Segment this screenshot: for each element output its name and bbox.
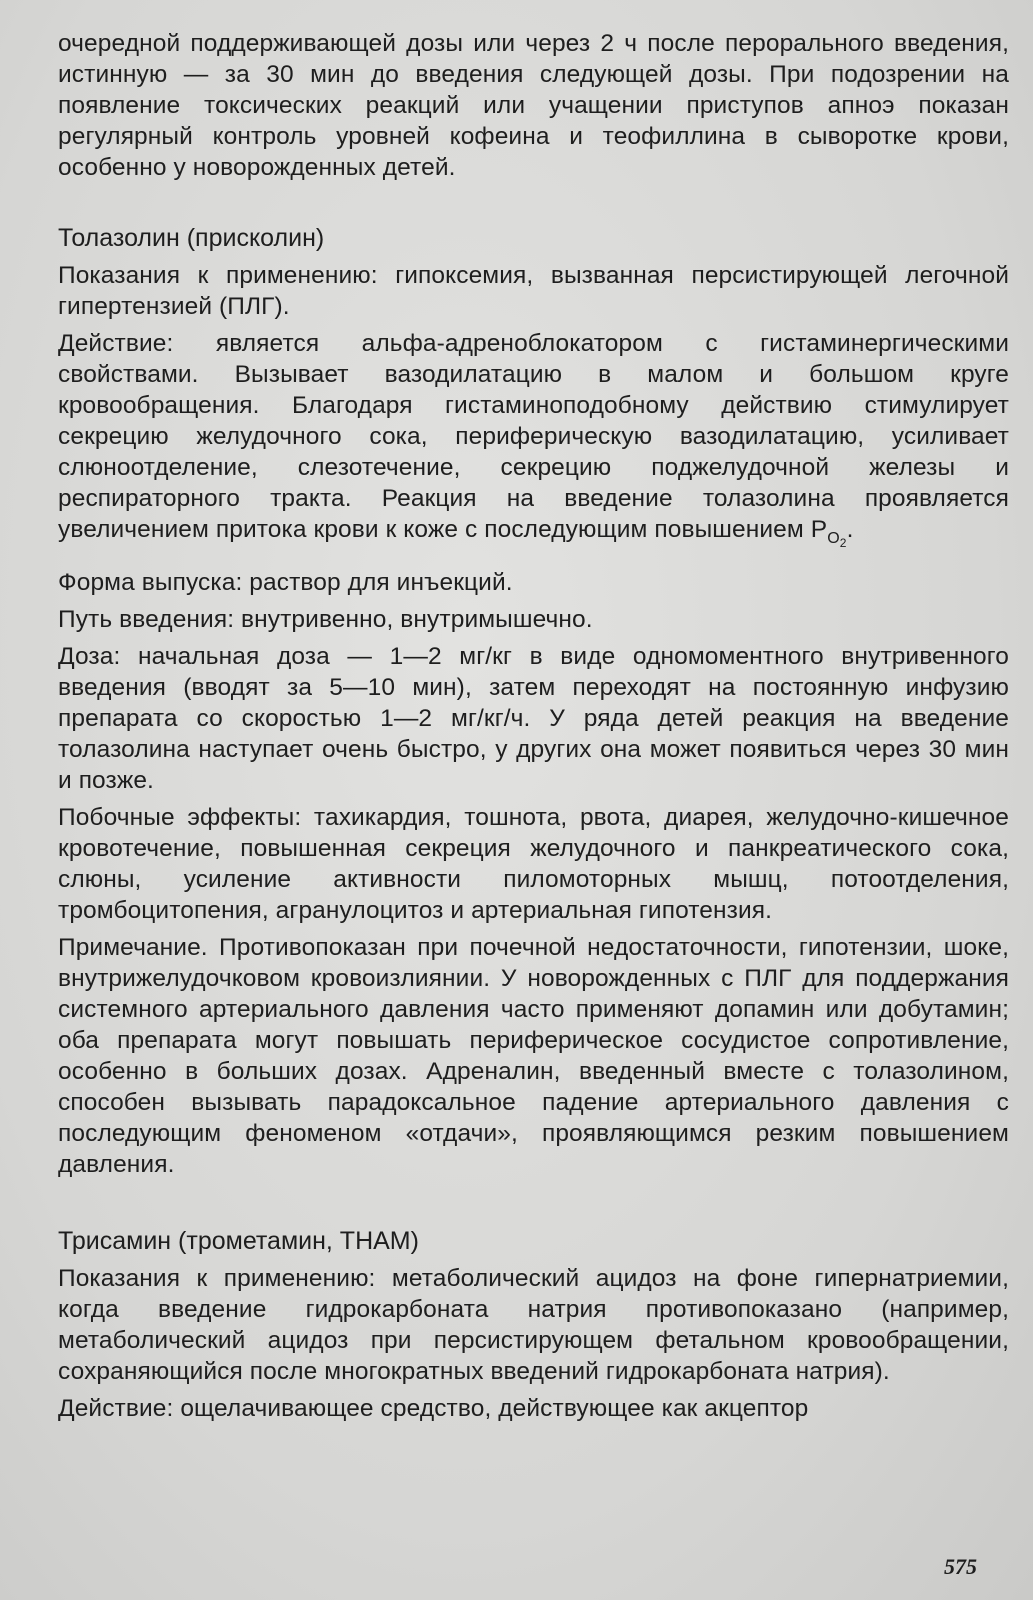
tolazoline-dose: Доза: начальная доза — 1—2 мг/кг в виде одномоментного внутривенного введения (вводят за 5—10 мин), затем переходят на постоянную инфузию препарата со скоростью 1—2 мг/кг/ч. У ряда детей реакция на введение толазолина наступает очень быстро, у других она может появиться через 30 мин и позже. (58, 643, 1009, 794)
page-number: 575 (944, 1554, 977, 1579)
intro-paragraph: очередной поддерживающей дозы или через 2 ч после перорального введения, истинную — за 30 мин до введения следующей дозы. При подозрении на появление токсических реакций или учащении приступов апноэ показан регулярный контроль уровней кофеина и теофиллина в сыворотке крови, особенно у новорожденных детей. (58, 30, 1009, 181)
po2-symbol: $P_{O_2}$ (810, 516, 847, 551)
trisamine-indications: Показания к применению: метаболический ацидоз на фоне гипернатриемии, когда введение гидрокарбоната натрия противопоказано (например, метаболический ацидоз при персистирующем фетальном кровообращении, сохраняющийся после многократных введений гидрокарбоната натрия). (58, 1265, 1009, 1385)
tolazoline-heading: Толазолин (присколин) (58, 224, 325, 252)
trisamine-heading: Трисамин (трометамин, THAM) (58, 1227, 419, 1255)
trisamine-action: Действие: ощелачивающее средство, действующее как акцептор (58, 1395, 809, 1422)
tolazoline-form: Форма выпуска: раствор для инъекций. (58, 569, 513, 596)
tolazoline-note: Примечание. Противопоказан при почечной недостаточности, гипотензии, шоке, внутрижелудочковом кровоизлиянии. У новорожденных с ПЛГ для поддержания системного артериального давления часто применяют допамин или добутамин; оба препарата могут повышать периферическое сосудистое сопротивление, особенно в больших дозах. Адреналин, введенный вместе с толазолином, способен вызывать парадоксальное падение артериального давления с последующим феноменом «отдачи», проявляющимся резким повышением давления. (58, 934, 1009, 1178)
tolazoline-route: Путь введения: внутривенно, внутримышечно. (58, 606, 593, 633)
tolazoline-action: Действие: является альфа-адреноблокатором с гистаминергическими свойствами. Вызывает вазодилатацию в малом и большом круге кровообращения. Благодаря гистаминоподобному действию стимулирует секрецию желудочного сока, периферическую вазодилатацию, усиливает слюноотделение, слезотечение, секрецию поджелудочной железы и респираторного тракта. Реакция на введение толазолина проявляется увеличением притока крови к коже с последующим повышением $P_{O_2}$. (58, 330, 1009, 551)
tolazoline-indications: Показания к применению: гипоксемия, вызванная персистирующей легочной гипертензией (ПЛГ). (58, 262, 1009, 320)
tolazoline-side-effects: Побочные эффекты: тахикардия, тошнота, рвота, диарея, желудочно-кишечное кровотечение, повышенная секреция желудочного и панкреатического сока, слюны, усиление активности пиломоторных мышц, потоотделения, тромбоцитопения, агранулоцитоз и артериальная гипотензия. (58, 804, 1009, 924)
tolazoline-action-text: Действие: является альфа-адреноблокатором с гистаминергическими свойствами. Вызывает вазодилатацию в малом и большом круге кровообращения. Благодаря гистаминоподобному действию стимулирует секрецию желудочного сока, периферическую вазодилатацию, усиливает слюноотделение, слезотечение, секрецию поджелудочной железы и респираторного тракта. Реакция на введение толазолина проявляется увеличением притока крови к коже с последующим повышением (58, 330, 1009, 543)
